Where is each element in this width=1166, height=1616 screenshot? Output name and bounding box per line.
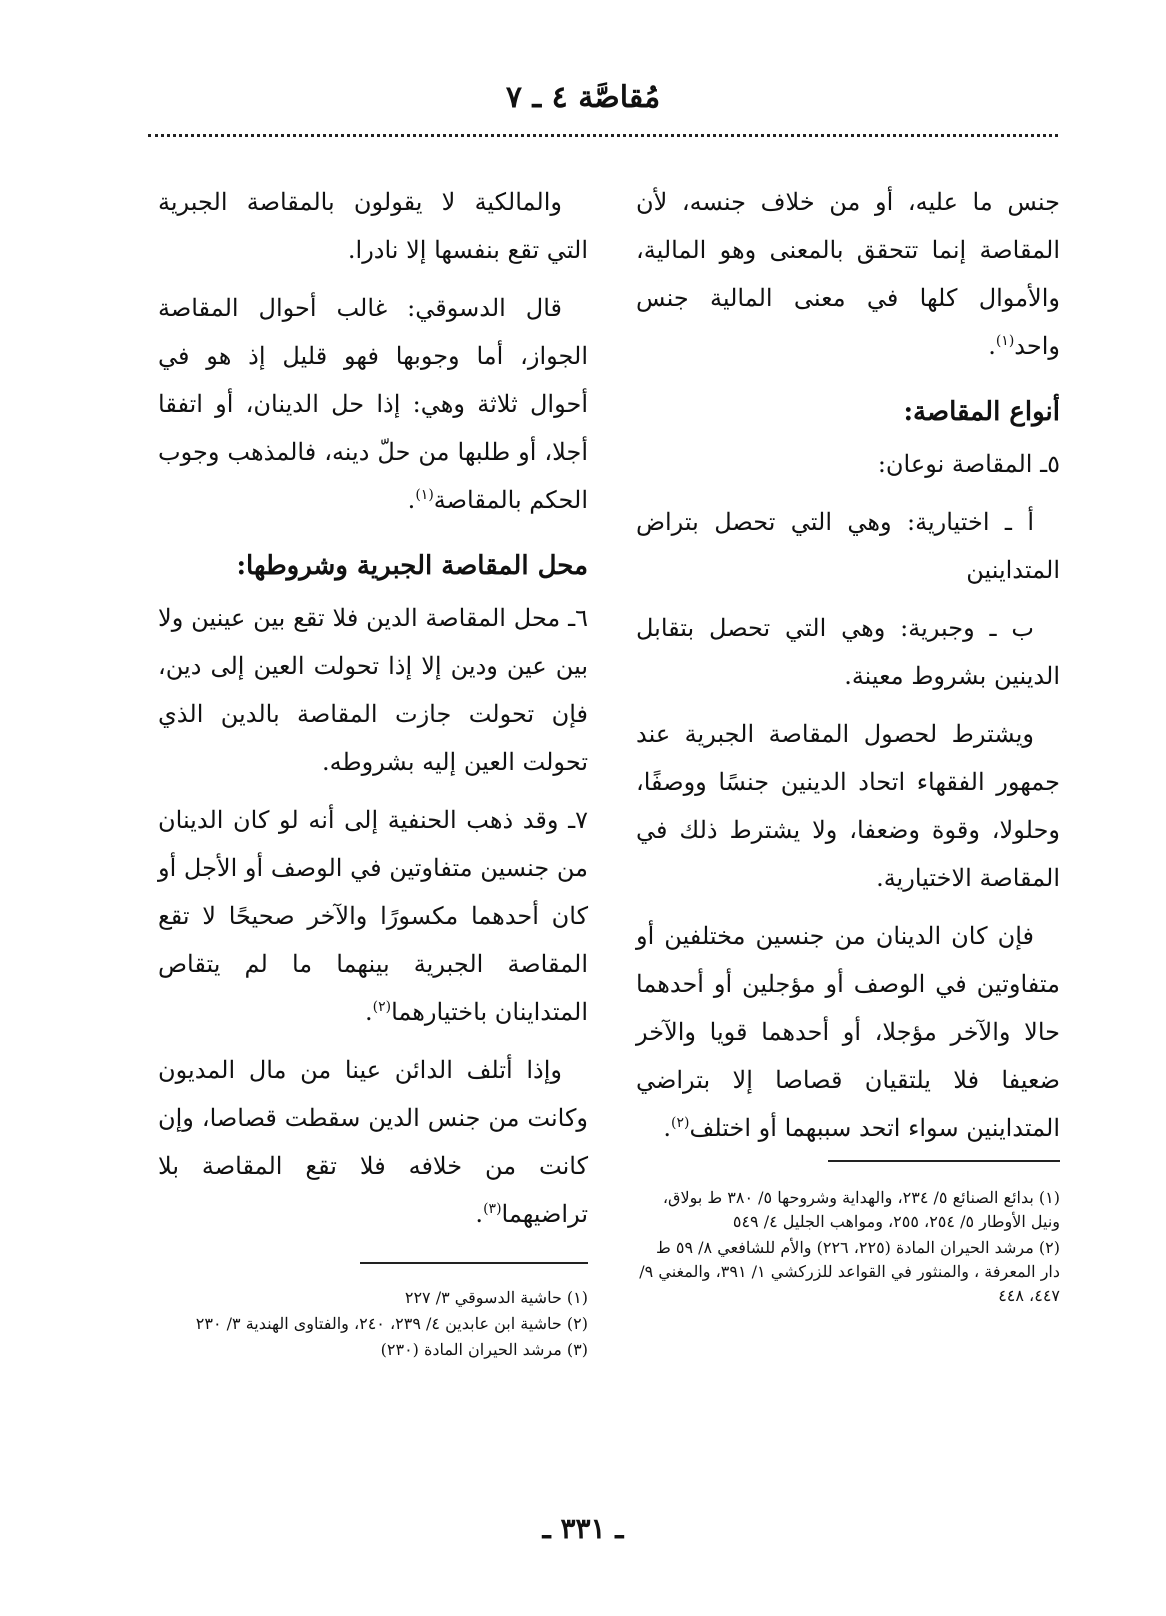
left-paragraph-4: [158, 796, 588, 1036]
footnote-ref: (٣): [483, 1201, 502, 1217]
left-paragraph-3: ٦ـ محل المقاصة الدين فلا تقع بين عينين ولا بين عين ودين إلا إذا تحولت العين إلى دين، فإن تحولت جازت المقاصة بالدين الذي تحولت العين إليه بشروطه.: [158, 604, 588, 776]
footnotes-right: [636, 1186, 1060, 1310]
right-paragraph-4: ب ـ وجبرية: وهي التي تحصل بتقابل الدينين بشروط معينة.: [636, 614, 1060, 690]
punctuation: .: [988, 332, 996, 360]
footnote-divider-left: [360, 1262, 588, 1264]
right-paragraph-1: [636, 178, 1060, 370]
left-paragraph-4-text: ٧ـ وقد ذهب الحنفية إلى أنه لو كان الدينان من جنسين متفاوتين في الوصف أو الأجل أو كان أحدهما مكسورًا والآخر صحيحًا لا تقع المقاصة الجبرية بينهما ما لم يتقاص المتداينان باختيارهما: [158, 806, 588, 1026]
page-number: ـ ٣٣١ ـ: [542, 1512, 624, 1545]
footnote-item: (٣) مرشد الحيران المادة (٢٣٠): [380, 1340, 588, 1359]
punctuation: .: [407, 486, 416, 514]
footnote-item: (٢) مرشد الحيران المادة (٢٢٥، ٢٢٦) والأم للشافعي ٨/ ٥٩ ط دار المعرفة ، والمنثور في القواعد للزركشي ١/ ٣٩١، والمغني ٩/ ٤٤٧، ٤٤٨: [639, 1238, 1060, 1305]
left-paragraph-2-text: قال الدسوقي: غالب أحوال المقاصة الجواز، أما وجوبها فهو قليل إذ هو في أحوال ثلاثة وهي: إذا حل الدينان، أو اتفقا أجلا، أو طلبها من حلّ دينه، فالمذهب وجوب الحكم بالمقاصة: [158, 294, 588, 514]
right-paragraph-3: أ ـ اختيارية: وهي التي تحصل بتراض المتداينين: [636, 508, 1060, 584]
page-header-title: مُقاصَّة ٤ ـ ٧: [505, 80, 661, 115]
footnote-item: (٢) حاشية ابن عابدين ٤/ ٢٣٩، ٢٤٠، والفتاوى الهندية ٣/ ٢٣٠: [195, 1314, 588, 1333]
punctuation: .: [663, 1114, 672, 1142]
footnote-ref: (١): [415, 487, 434, 503]
footnote-ref: (٢): [671, 1115, 690, 1131]
footnote-divider-right: [828, 1160, 1060, 1162]
right-paragraph-2: ٥ـ المقاصة نوعان:: [877, 450, 1060, 478]
footnote-ref: (٢): [372, 999, 392, 1015]
right-paragraph-1-text: جنس ما عليه، أو من خلاف جنسه، لأن المقاصة إنما تتحقق بالمعنى وهو المالية، والأموال كلها في معنى المالية جنس واحد: [636, 188, 1060, 360]
section-heading-compulsory: محل المقاصة الجبرية وشروطها:: [236, 551, 588, 581]
right-paragraph-5: ويشترط لحصول المقاصة الجبرية عند جمهور الفقهاء اتحاد الدينين جنسًا ووصفًا، وحلولا، وقوة وضعفا، ولا يشترط ذلك في المقاصة الاختيارية.: [636, 720, 1060, 892]
footnote-ref: (١): [995, 333, 1015, 349]
footnotes-left: [158, 1286, 588, 1364]
section-heading-types: أنواع المقاصة:: [903, 397, 1060, 427]
punctuation: .: [475, 1200, 484, 1228]
footnote-item: (١) حاشية الدسوقي ٣/ ٢٢٧: [404, 1288, 588, 1307]
left-paragraph-1: والمالكية لا يقولون بالمقاصة الجبرية التي تقع بنفسها إلا نادرا.: [158, 188, 588, 264]
left-paragraph-5-text: وإذا أتلف الدائن عينا من مال المديون وكانت من جنس الدين سقطت قصاصا، وإن كانت من خلافه فلا تقع المقاصة بلا تراضيهما: [158, 1056, 588, 1228]
left-column: [158, 178, 588, 1248]
punctuation: .: [364, 998, 373, 1026]
footnote-item: (١) بدائع الصنائع ٥/ ٢٣٤، والهداية وشروحها ٥/ ٣٨٠ ط بولاق، ونيل الأوطار ٥/ ٢٥٤، ٢٥٥، ومواهب الجليل ٤/ ٥٤٩: [662, 1188, 1060, 1231]
left-paragraph-5: [158, 1046, 588, 1238]
header-dotted-divider: [148, 134, 1058, 137]
right-column: [636, 178, 1060, 1162]
left-paragraph-2: [158, 284, 588, 524]
right-paragraph-6: [636, 912, 1060, 1152]
right-paragraph-6-text: فإن كان الدينان من جنسين مختلفين أو متفاوتين في الوصف أو مؤجلين أو أحدهما حالا والآخر مؤجلا، أو أحدهما قويا والآخر ضعيفا فلا يلتقيان قصاصا إلا بتراضي المتداينين سواء اتحد سببهما أو اختلف: [636, 922, 1060, 1142]
